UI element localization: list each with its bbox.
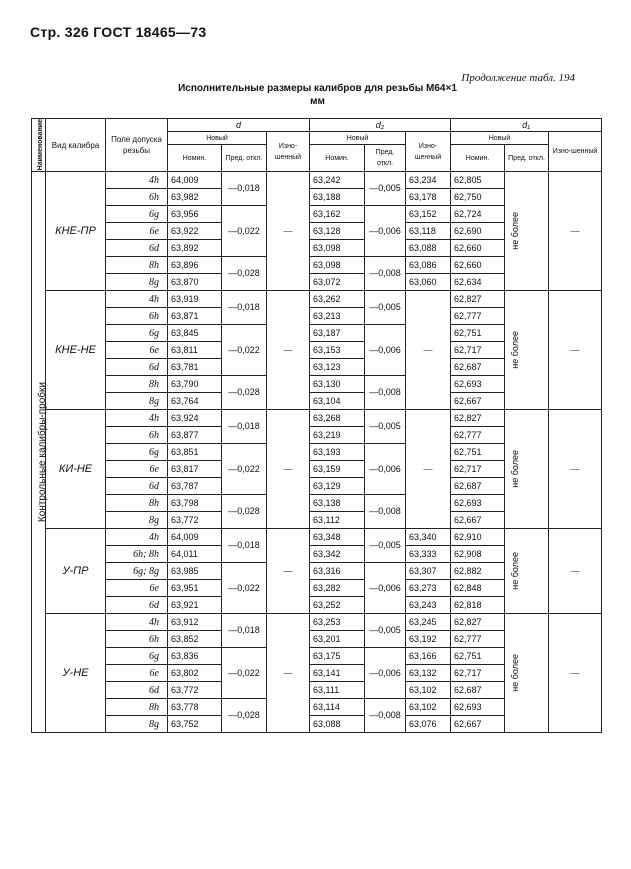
caliber-type: КНЕ-ПР [46,172,106,291]
d2-nominal: 63,282 [310,580,365,597]
d1-nominal: 62,751 [451,444,505,461]
d-header: d [168,119,310,132]
tolerance-field: 8g [106,274,168,291]
d1-nominal: 62,667 [451,393,505,410]
d-deviation: —0,028 [222,699,267,733]
d2-worn: 63,307 [406,563,451,580]
tolerance-field: 6d [106,682,168,699]
d-deviation: —0,022 [222,325,267,376]
tolerance-field: 8h [106,699,168,716]
d2-worn: 63,245 [406,614,451,631]
not-more-label: не более [510,552,521,590]
d1-worn: — [549,529,602,614]
d2-nominal: 63,213 [310,308,365,325]
d-worn: — [267,614,310,733]
continuation-label: Продолжение табл. 194 [461,72,575,84]
d2-deviation: —0,005 [365,410,406,444]
d2-nominal: 63,128 [310,223,365,240]
d-nominal: 63,811 [168,342,222,359]
d1-nominal: 62,687 [451,478,505,495]
d2-deviation: —0,006 [365,325,406,376]
d-deviation: —0,018 [222,410,267,444]
tolerance-field: 6d [106,478,168,495]
d2-nominal: 63,348 [310,529,365,546]
d1-nominal: 62,667 [451,512,505,529]
d1-nominal: 62,693 [451,376,505,393]
d-nominal: 64,009 [168,529,222,546]
d2-nominal: 63,268 [310,410,365,427]
d2-nominal: 63,193 [310,444,365,461]
d1-nominal: 62,693 [451,495,505,512]
table-unit: мм [310,96,325,107]
d2-deviation: —0,006 [365,206,406,257]
tolerance-field: 6e [106,223,168,240]
d2-nominal: 63,114 [310,699,365,716]
d2-nominal: 63,187 [310,325,365,342]
d-new-header: Новый [168,132,267,145]
d1-deviation-cell [505,529,549,614]
d1-nominal: 62,667 [451,716,505,733]
d1-nominal: 62,717 [451,461,505,478]
not-more-label: не более [510,450,521,488]
d2-nominal: 63,111 [310,682,365,699]
d2-deviation: —0,008 [365,495,406,529]
tolerance-field: 8h [106,376,168,393]
d-deviation: —0,028 [222,495,267,529]
d2-nominal: 63,253 [310,614,365,631]
d1-new-header: Новый [451,132,549,145]
tolerance-field: 6d [106,597,168,614]
d2-nominal: 63,252 [310,597,365,614]
d1-nominal: 62,818 [451,597,505,614]
d1-dev-header: Пред. откл. [505,145,549,172]
tolerance-field: 6h [106,427,168,444]
d-deviation: —0,022 [222,563,267,614]
d2-deviation: —0,005 [365,529,406,563]
d-nominal: 63,781 [168,359,222,376]
d-nominal: 63,982 [168,189,222,206]
d-deviation: —0,022 [222,206,267,257]
tolerance-field: 6h [106,631,168,648]
d1-nominal: 62,805 [451,172,505,189]
tolerance-field: 6h; 8h [106,546,168,563]
d2-nominal: 63,088 [310,716,365,733]
d2-worn: — [406,410,451,529]
d2-nominal: 63,104 [310,393,365,410]
d1-nominal: 62,687 [451,359,505,376]
table-row [32,291,602,308]
d2-nominal: 63,138 [310,495,365,512]
d1-worn: — [549,614,602,733]
tolerance-field: 6e [106,665,168,682]
tolerance-field: 8h [106,495,168,512]
page-header: Стр. 326 ГОСТ 18465—73 [30,24,207,40]
d2-dev-header: Пред. откл. [365,145,406,172]
d1-nominal: 62,827 [451,410,505,427]
d2-deviation: —0,005 [365,291,406,325]
d2-nominal: 63,219 [310,427,365,444]
d1-worn: — [549,291,602,410]
d-nominal: 63,919 [168,291,222,308]
d-nominal: 63,764 [168,393,222,410]
d2-worn: 63,152 [406,206,451,223]
d1-header: d₁ [451,119,602,132]
d2-deviation: —0,005 [365,614,406,648]
d1-nominal: 62,777 [451,308,505,325]
d2-nominal: 63,175 [310,648,365,665]
table-row [32,172,602,189]
d-nominal: 63,802 [168,665,222,682]
d2-deviation: —0,008 [365,376,406,410]
d2-nominal: 63,130 [310,376,365,393]
d1-nominal: 62,717 [451,342,505,359]
d-nominal: 63,851 [168,444,222,461]
d2-header: d₂ [310,119,451,132]
d2-nominal: 63,129 [310,478,365,495]
d-nominal: 63,752 [168,716,222,733]
d2-worn-header: Изно-шенный [406,132,451,172]
tolerance-field: 6g [106,648,168,665]
d-nominal: 63,892 [168,240,222,257]
d-nominal: 63,871 [168,308,222,325]
d2-nominal: 63,141 [310,665,365,682]
d2-deviation: —0,006 [365,648,406,699]
table-row [32,614,602,631]
tolerance-field: 6d [106,359,168,376]
d-nominal: 63,772 [168,512,222,529]
d-worn: — [267,410,310,529]
tolerance-field: 4h [106,410,168,427]
tolerance-field-header: Поле допуска резьбы [106,119,168,172]
d-nominal: 63,790 [168,376,222,393]
tolerance-field: 4h [106,172,168,189]
d1-deviation-cell [505,410,549,529]
group-label: Контрольные калибры-пробки [37,381,48,523]
d1-deviation-cell [505,172,549,291]
d2-nominal: 63,112 [310,512,365,529]
d-nominal: 63,852 [168,631,222,648]
d1-nominal: 62,660 [451,257,505,274]
d2-nominal: 63,072 [310,274,365,291]
d1-nominal: 62,724 [451,206,505,223]
d1-nominal: 62,717 [451,665,505,682]
d1-worn-header: Изно-шенный [549,132,602,172]
d2-deviation: —0,005 [365,172,406,206]
d-nominal: 63,772 [168,682,222,699]
d2-nominal: 63,201 [310,631,365,648]
d-worn: — [267,291,310,410]
table-body [32,119,602,733]
d2-worn: 63,273 [406,580,451,597]
d2-worn: 63,234 [406,172,451,189]
tolerance-field: 6h [106,189,168,206]
d2-nominal: 63,153 [310,342,365,359]
d2-nominal: 63,262 [310,291,365,308]
d-nominal: 63,870 [168,274,222,291]
group-label-cell [32,172,46,733]
d2-nominal: 63,188 [310,189,365,206]
d1-nominal: 62,687 [451,682,505,699]
d1-nominal: 62,751 [451,325,505,342]
tolerance-field: 6g; 8g [106,563,168,580]
d2-nominal: 63,242 [310,172,365,189]
tolerance-field: 6e [106,461,168,478]
d-deviation: —0,028 [222,257,267,291]
d1-nominal: 62,827 [451,614,505,631]
d1-nominal: 62,750 [451,189,505,206]
d2-worn: 63,118 [406,223,451,240]
d-nominal: 63,877 [168,427,222,444]
d-deviation: —0,018 [222,291,267,325]
table-row [32,529,602,546]
dimensions-table [31,118,602,733]
d2-nominal: 63,316 [310,563,365,580]
d-nominal: 63,798 [168,495,222,512]
d-nominal: 63,921 [168,597,222,614]
tolerance-field: 6g [106,206,168,223]
caliber-type: У-НЕ [46,614,106,733]
d2-nominal: 63,098 [310,240,365,257]
d-nominal: 63,951 [168,580,222,597]
d1-nominal: 62,693 [451,699,505,716]
d-nominal: 63,956 [168,206,222,223]
d2-worn: 63,333 [406,546,451,563]
caliber-type: КИ-НЕ [46,410,106,529]
d-nominal-header: Номин. [168,145,222,172]
d1-nominal: 62,882 [451,563,505,580]
d-deviation: —0,018 [222,529,267,563]
d2-deviation: —0,006 [365,444,406,495]
d-nominal: 64,011 [168,546,222,563]
d2-worn: 63,132 [406,665,451,682]
d-nominal: 63,922 [168,223,222,240]
not-more-label: не более [510,654,521,692]
tolerance-field: 6g [106,444,168,461]
d-deviation: —0,028 [222,376,267,410]
tolerance-field: 4h [106,529,168,546]
d-deviation: —0,018 [222,614,267,648]
d1-worn: — [549,410,602,529]
tolerance-field: 8g [106,716,168,733]
d1-nominal: 62,751 [451,648,505,665]
table-title-text: Исполнительные размеры калибров для резьбы М64×1 [178,83,457,94]
d1-nominal: 62,910 [451,529,505,546]
d-nominal: 64,009 [168,172,222,189]
d2-deviation: —0,008 [365,257,406,291]
d-deviation: —0,022 [222,648,267,699]
tolerance-field: 6e [106,580,168,597]
d1-nominal: 62,660 [451,240,505,257]
d-worn: — [267,172,310,291]
d1-deviation-cell [505,291,549,410]
table-row [32,410,602,427]
d1-worn: — [549,172,602,291]
d-nominal: 63,845 [168,325,222,342]
d-dev-header: Пред. откл. [222,145,267,172]
not-more-label: не более [510,212,521,250]
caliber-type-header: Вид калибра [46,119,106,172]
d1-nominal: 62,848 [451,580,505,597]
name-column-header: Наименование [32,119,46,172]
table-title [140,82,495,108]
d2-worn: 63,102 [406,682,451,699]
d-nominal: 63,817 [168,461,222,478]
d2-new-header: Новый [310,132,406,145]
d1-nominal: 62,908 [451,546,505,563]
d2-worn: 63,086 [406,257,451,274]
d2-deviation: —0,008 [365,699,406,733]
d-nominal: 63,912 [168,614,222,631]
d1-nominal: 62,634 [451,274,505,291]
d2-worn: 63,088 [406,240,451,257]
d2-worn: 63,178 [406,189,451,206]
d-nominal: 63,778 [168,699,222,716]
d1-nominal: 62,690 [451,223,505,240]
caliber-type: КНЕ-НЕ [46,291,106,410]
tolerance-field: 8g [106,393,168,410]
d1-nominal: 62,777 [451,631,505,648]
tolerance-field: 6d [106,240,168,257]
tolerance-field: 6g [106,325,168,342]
d2-worn: 63,192 [406,631,451,648]
d2-nominal-header: Номин. [310,145,365,172]
d-nominal: 63,924 [168,410,222,427]
d2-nominal: 63,098 [310,257,365,274]
d2-nominal: 63,123 [310,359,365,376]
d2-worn: 63,102 [406,699,451,716]
tolerance-field: 4h [106,614,168,631]
not-more-label: не более [510,331,521,369]
d2-nominal: 63,342 [310,546,365,563]
d-worn: — [267,529,310,614]
d2-nominal: 63,162 [310,206,365,223]
d-nominal: 63,985 [168,563,222,580]
d2-worn: 63,076 [406,716,451,733]
d2-deviation: —0,006 [365,563,406,614]
d-worn-header: Изно-шенный [267,132,310,172]
d1-nominal: 62,827 [451,291,505,308]
d-nominal: 63,836 [168,648,222,665]
d-deviation: —0,022 [222,444,267,495]
tolerance-field: 4h [106,291,168,308]
tolerance-field: 8h [106,257,168,274]
tolerance-field: 8g [106,512,168,529]
caliber-type: У-ПР [46,529,106,614]
d-deviation: —0,018 [222,172,267,206]
d1-deviation-cell [505,614,549,733]
d1-nominal: 62,777 [451,427,505,444]
d2-nominal: 63,159 [310,461,365,478]
d2-worn: 63,060 [406,274,451,291]
d-nominal: 63,896 [168,257,222,274]
d2-worn: — [406,291,451,410]
d2-worn: 63,340 [406,529,451,546]
tolerance-field: 6e [106,342,168,359]
d2-worn: 63,166 [406,648,451,665]
d-nominal: 63,787 [168,478,222,495]
d2-worn: 63,243 [406,597,451,614]
tolerance-field: 6h [106,308,168,325]
d1-nominal-header: Номин. [451,145,505,172]
